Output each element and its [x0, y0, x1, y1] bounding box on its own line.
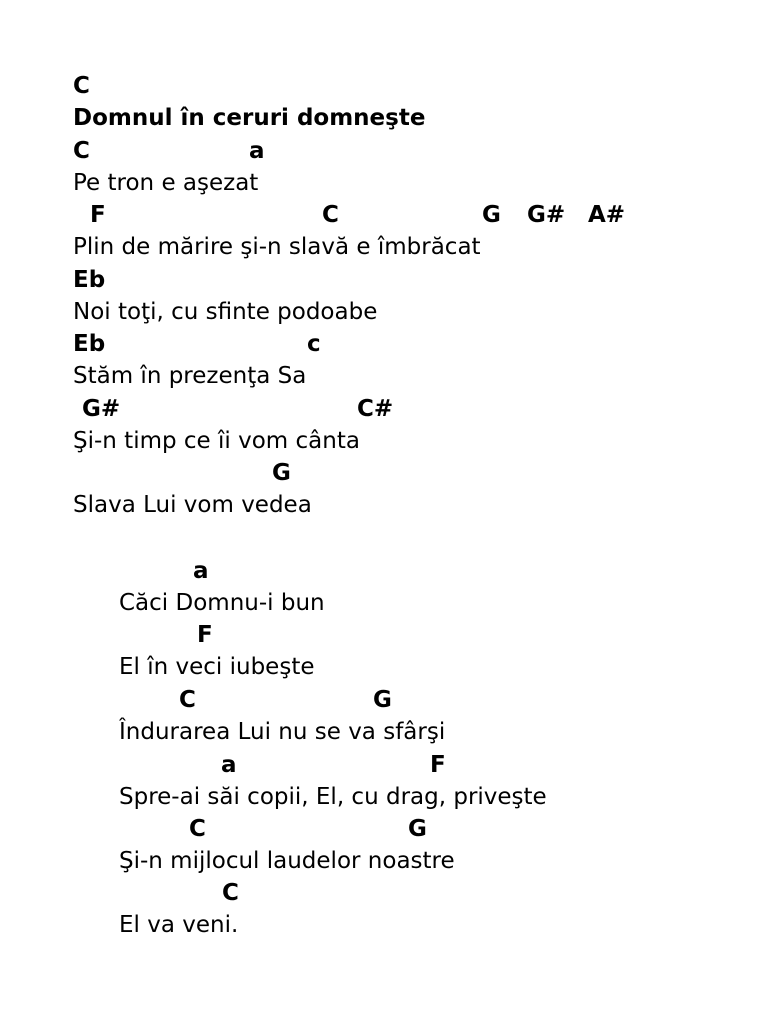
lyric-line: Şi-n mijlocul laudelor noastre — [119, 848, 455, 874]
chord: C — [222, 880, 239, 906]
chord: G# — [82, 396, 121, 422]
lyric-line: Pe tron e aşezat — [73, 170, 259, 196]
lyric-line: Şi-n timp ce îi vom cânta — [73, 428, 360, 454]
chord: G — [373, 687, 392, 713]
song-title: Domnul în ceruri domneşte — [73, 105, 426, 131]
lyric-line: El va veni. — [119, 912, 239, 938]
chord: C — [189, 816, 206, 842]
chord: Eb — [73, 331, 106, 357]
chord: G# — [527, 202, 566, 228]
lyric-line: Îndurarea Lui nu se va sfârşi — [119, 719, 446, 745]
chord: C# — [357, 396, 394, 422]
lyric-line: Slava Lui vom vedea — [73, 492, 312, 518]
chord: Eb — [73, 267, 106, 293]
lyric-line: El în veci iubeşte — [119, 654, 315, 680]
chord: F — [197, 622, 213, 648]
chord: c — [307, 331, 321, 357]
lyric-line: Căci Domnu-i bun — [119, 590, 325, 616]
lyric-line: Spre-ai săi copii, El, cu drag, priveşte — [119, 784, 547, 810]
chord: a — [193, 558, 209, 584]
lyric-line: Noi toţi, cu sfinte podoabe — [73, 299, 378, 325]
chord: G — [408, 816, 427, 842]
chord: a — [221, 752, 237, 778]
lyric-line: Plin de mărire şi-n slavă e îmbrăcat — [73, 234, 481, 260]
lyric-line: Stăm în prezenţa Sa — [73, 363, 307, 389]
chord: C — [73, 138, 90, 164]
chord: F — [430, 752, 446, 778]
chord: A# — [588, 202, 626, 228]
chord: C — [73, 73, 90, 99]
chord: a — [249, 138, 265, 164]
chord: F — [90, 202, 106, 228]
chord: G — [272, 460, 291, 486]
chord: C — [322, 202, 339, 228]
chord: C — [179, 687, 196, 713]
chord: G — [482, 202, 501, 228]
